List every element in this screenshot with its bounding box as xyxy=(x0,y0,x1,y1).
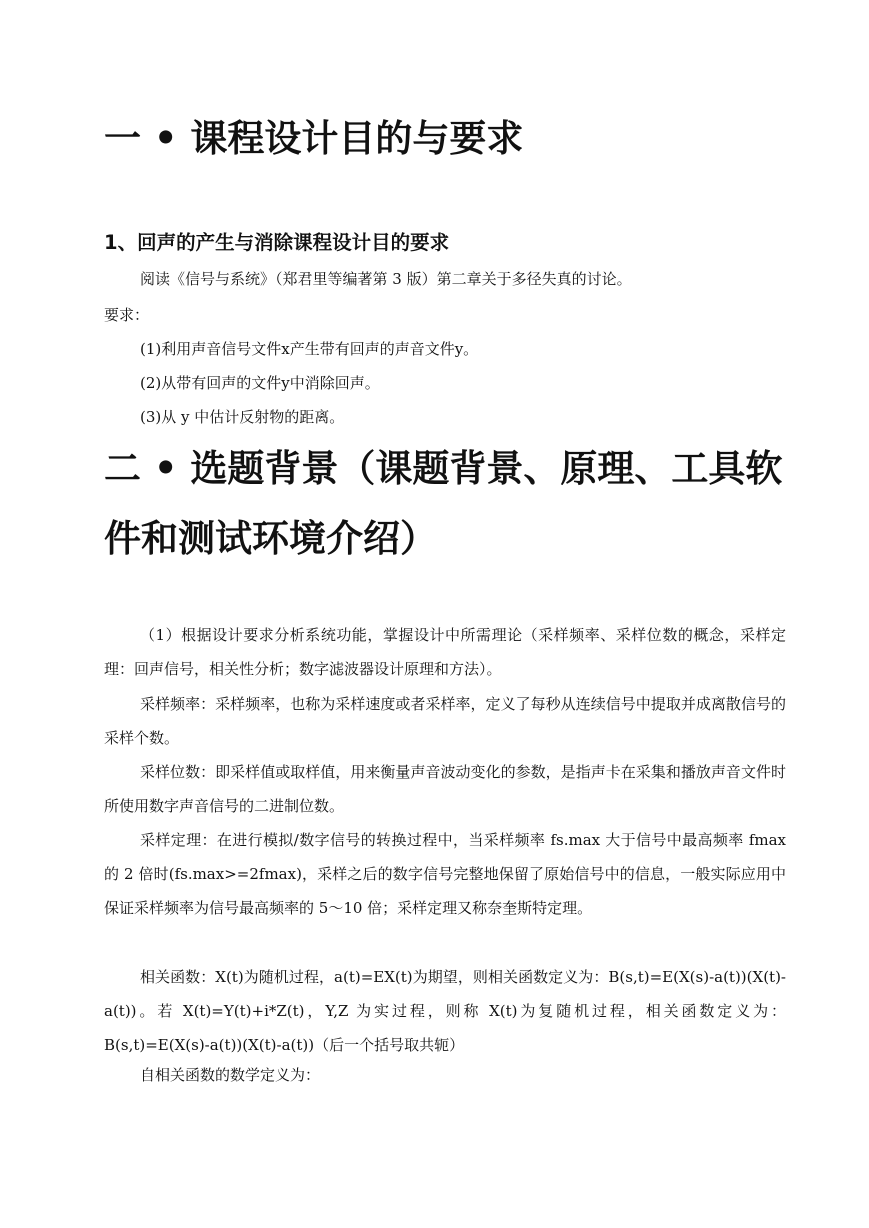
requirement-item-3: (3)从 y 中估计反射物的距离。 xyxy=(140,408,345,426)
section2-heading-line2: 件和测试环境介绍） xyxy=(104,517,437,560)
section1-heading: 一 • 课程设计目的与要求 xyxy=(104,117,524,160)
paragraph-sampling-theorem: 采样定理：在进行模拟/数字信号的转换过程中，当采样频率 fs.max 大于信号中最高频率 fmax 的 2 倍时(fs.max>=2fmax)，采样之后的数字信号完整地保留了原始信号中的信息，一般实际应用中保证采样频率为信号最高频率的 5～10 倍；采样定理又称奈奎斯特定理。 xyxy=(104,831,786,917)
paragraph-autocorrelation: 自相关函数的数学定义为： xyxy=(140,1066,321,1084)
paragraph-correlation-function: 相关函数：X(t)为随机过程，a(t)=EX(t)为期望，则相关函数定义为：B(s,t)=E(X(s)-a(t))(X(t)-a(t))。若 X(t)=Y(t)+i*Z(t)，Y,Z 为实过程，则称 X(t)为复随机过程，相关函数定义为：B(s,t)=E(X(s)-a(t))(X(t)-a(t))（后一个括号取共轭） xyxy=(104,968,786,1054)
requirements-label: 要求： xyxy=(104,306,150,324)
requirement-item-2: (2)从带有回声的文件y中消除回声。 xyxy=(140,374,380,392)
section2-heading-line1: 二 • 选题背景（课题背景、原理、工具软 xyxy=(104,447,783,490)
section1-subheading: 1、回声的产生与消除课程设计目的要求 xyxy=(104,231,450,254)
requirement-item-1: (1)利用声音信号文件x产生带有回声的声音文件y。 xyxy=(140,340,479,358)
paragraph-sampling-bits: 采样位数：即采样值或取样值，用来衡量声音波动变化的参数，是指声卡在采集和播放声音文件时所使用数字声音信号的二进制位数。 xyxy=(104,763,786,815)
paragraph-sampling-frequency: 采样频率：采样频率，也称为采样速度或者采样率，定义了每秒从连续信号中提取并成离散信号的采样个数。 xyxy=(104,695,786,747)
paragraph-overview: （1）根据设计要求分析系统功能，掌握设计中所需理论（采样频率、采样位数的概念，采样定理：回声信号，相关性分析；数字滤波器设计原理和方法）。 xyxy=(104,626,786,678)
intro-text: 阅读《信号与系统》（郑君里等编著第 3 版）第二章关于多径失真的讨论。 xyxy=(140,270,632,288)
